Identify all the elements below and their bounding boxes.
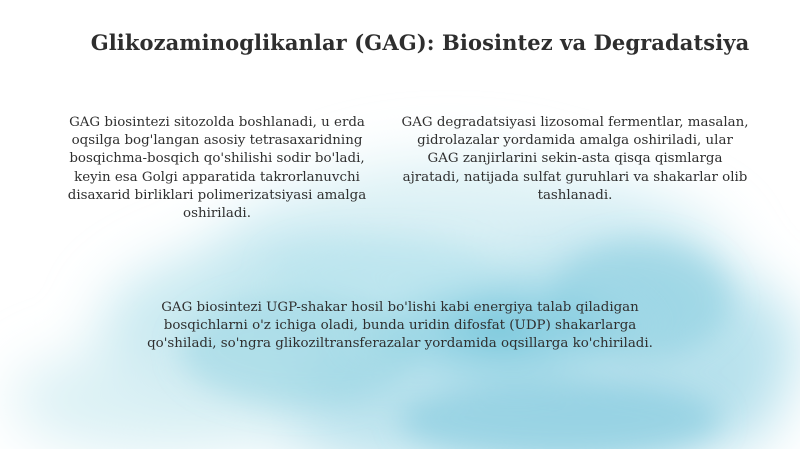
paragraph-biosynthesis: GAG biosintezi sitozolda boshlanadi, u erda oqsilga bog'langan asosiy tetrasaxaridning bosqichma-bosqich qo'shilishi sodir bo'ladi, keyin esa Golgi apparatida takrorlanuvchi disaxarid birliklari polimerizatsiyasi amalga oshiriladi. xyxy=(67,115,367,222)
slide-title: Glikozaminoglikanlar (GAG): Biosintez va Degradatsiya xyxy=(90,30,750,55)
paragraph-degradation: GAG degradatsiyasi lizosomal fermentlar, masalan, gidrolazalar yordamida amalga oshiriladi, ular GAG zanjirlarini sekin-asta qisqa qismlarga ajratadi, natijada sulfat guruhlari va shakarlar olib tashlanadi. xyxy=(401,115,749,203)
paragraph-energy-steps: GAG biosintezi UGP-shakar hosil bo'lishi kabi energiya talab qiladigan bosqichlarni o'z ichiga oladi, bunda uridin difosfat (UDP) shakarlarga qo'shiladi, so'ngra glikoziltransferazalar yordamida oqsillarga ko'chiriladi. xyxy=(147,300,653,352)
